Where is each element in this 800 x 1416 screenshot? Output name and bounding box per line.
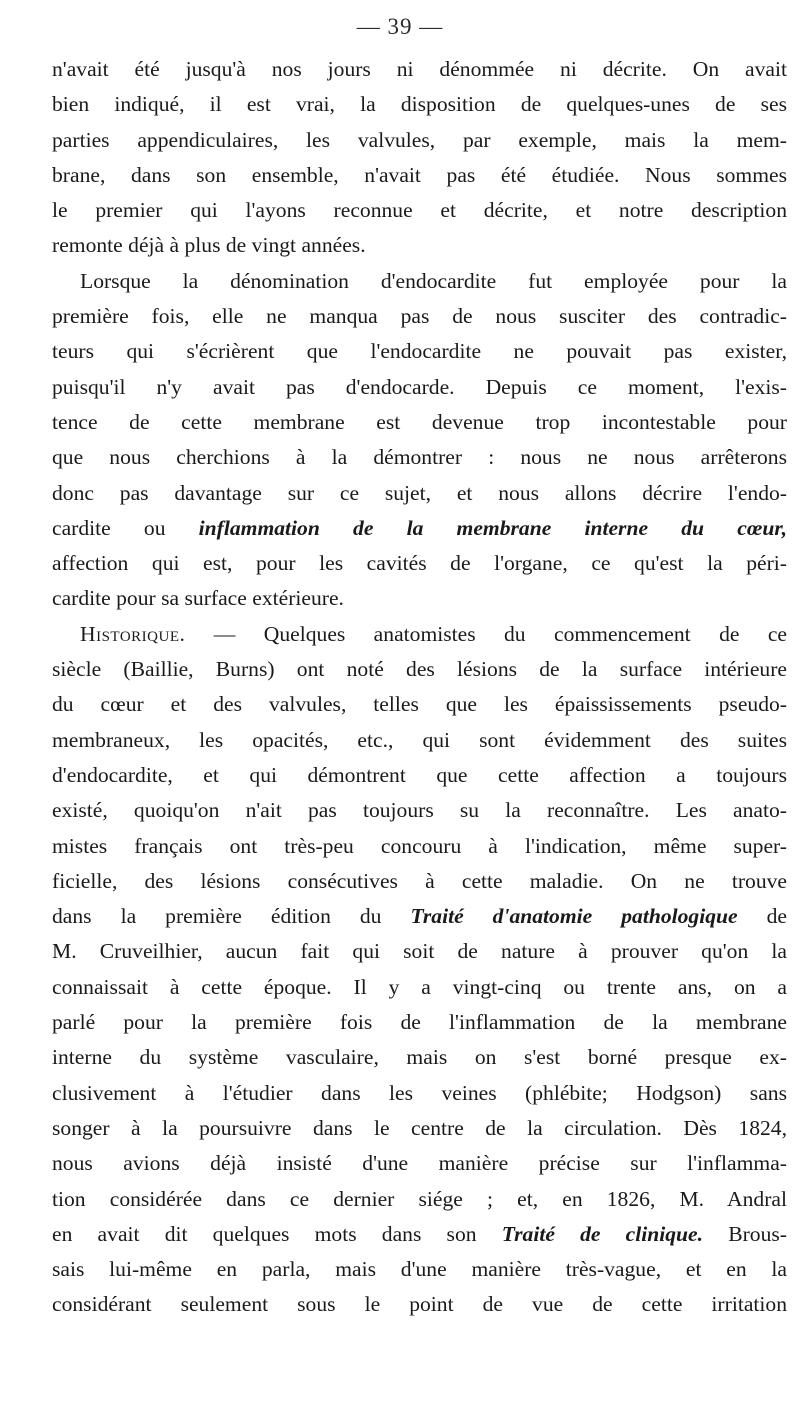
text-segment: cardite ou xyxy=(52,515,199,540)
text-line xyxy=(52,299,787,334)
text-line xyxy=(52,264,787,299)
text-segment: existé, quoiqu'on n'ait pas toujours su la reconnaître. Les anato- xyxy=(52,798,787,823)
text-line xyxy=(52,370,787,405)
text-segment: parties appendiculaires, les valvules, par exemple, mais la mem- xyxy=(52,127,787,152)
text-segment: songer à la poursuivre dans le centre de la circulation. Dès 1824, xyxy=(52,1115,787,1140)
text-segment: puisqu'il n'y avait pas d'endocarde. Depuis ce moment, l'exis- xyxy=(52,374,787,399)
text-line xyxy=(52,511,787,546)
text-line xyxy=(52,476,787,511)
text-line xyxy=(52,87,787,122)
text-segment: tion considérée dans ce dernier siége ; et, en 1826, M. Andral xyxy=(52,1186,787,1211)
text-line xyxy=(52,617,787,652)
text-segment: brane, dans son ensemble, n'avait pas été étudiée. Nous sommes xyxy=(52,162,787,187)
text-line xyxy=(52,934,787,969)
text-segment: cardite pour sa surface extérieure. xyxy=(52,586,344,611)
text-segment: le premier qui l'ayons reconnue et décrite, et notre description xyxy=(52,198,787,223)
text-segment: Brous- xyxy=(703,1221,787,1246)
text-line xyxy=(52,1287,787,1322)
text-segment: ficielle, des lésions consécutives à cette maladie. On ne trouve xyxy=(52,868,787,893)
text-line xyxy=(52,334,787,369)
text-segment: bien indiqué, il est vrai, la disposition de quelques-unes de ses xyxy=(52,92,787,117)
text-segment: d'endocardite, et qui démontrent que cette affection a toujours xyxy=(52,762,787,787)
text-segment: connaissait à cette époque. Il y a vingt-cinq ou trente ans, on a xyxy=(52,974,787,999)
text-segment: en avait dit quelques mots dans son xyxy=(52,1221,502,1246)
text-line xyxy=(52,1005,787,1040)
text-line xyxy=(52,158,787,193)
text-segment: considérant seulement sous le point de vue de cette irritation xyxy=(52,1292,787,1317)
text-line xyxy=(52,1040,787,1075)
text-line xyxy=(52,228,787,263)
section-heading: Historique. xyxy=(80,621,186,646)
text-segment: interne du système vasculaire, mais on s'est borné presque ex- xyxy=(52,1045,787,1070)
italic-text: Traité d'anatomie pathologique xyxy=(410,904,738,929)
text-segment: M. Cruveilhier, aucun fait qui soit de nature à prouver qu'on la xyxy=(52,939,787,964)
text-line xyxy=(52,899,787,934)
text-line xyxy=(52,581,787,616)
text-segment: dans la première édition du xyxy=(52,904,411,929)
text-segment: teurs qui s'écrièrent que l'endocardite ne pouvait pas exister, xyxy=(52,339,787,364)
text-line xyxy=(52,1146,787,1181)
text-line xyxy=(52,123,787,158)
text-line xyxy=(52,1252,787,1287)
text-line xyxy=(52,758,787,793)
text-line xyxy=(52,793,787,828)
text-segment: de xyxy=(737,904,788,929)
text-line xyxy=(52,864,787,899)
text-segment: n'avait été jusqu'à nos jours ni dénommée ni décrite. On avait xyxy=(52,57,787,81)
text-segment: parlé pour la première fois de l'inflammation de la membrane xyxy=(52,1010,787,1035)
text-segment: sais lui-même en parla, mais d'une manière très-vague, et en la xyxy=(52,1257,787,1282)
text-segment: Lorsque la dénomination d'endocardite fut employée pour la xyxy=(80,268,787,293)
italic-text: Traité de clinique. xyxy=(501,1221,704,1246)
text-line xyxy=(52,193,787,228)
text-segment: — Quelques anatomistes du commencement de ce xyxy=(185,621,787,646)
text-segment: que nous cherchions à la démontrer : nous ne nous arrêterons xyxy=(52,445,787,470)
text-segment: clusivement à l'étudier dans les veines (phlébite; Hodgson) sans xyxy=(52,1080,787,1105)
text-line xyxy=(52,652,787,687)
text-line xyxy=(52,440,787,475)
text-line xyxy=(52,829,787,864)
text-segment: membraneux, les opacités, etc., qui sont évidemment des suites xyxy=(52,727,787,752)
text-segment: tence de cette membrane est devenue trop incontestable pour xyxy=(52,409,787,434)
text-line xyxy=(52,52,787,87)
body-text xyxy=(52,52,787,1323)
text-line xyxy=(52,687,787,722)
text-segment: remonte déjà à plus de vingt années. xyxy=(52,233,366,258)
page-number: — 39 — xyxy=(356,14,444,39)
text-segment: nous avions déjà insisté d'une manière précise sur l'inflamma- xyxy=(52,1151,787,1176)
text-segment: première fois, elle ne manqua pas de nous susciter des contradic- xyxy=(52,304,787,329)
text-line xyxy=(52,1111,787,1146)
text-line xyxy=(52,546,787,581)
text-line xyxy=(52,723,787,758)
italic-text: inflammation de la membrane interne du cœur, xyxy=(198,515,787,540)
text-line xyxy=(52,1182,787,1217)
text-segment: donc pas davantage sur ce sujet, et nous allons décrire l'endo- xyxy=(52,480,787,505)
text-line xyxy=(52,1217,787,1252)
text-segment: mistes français ont très-peu concouru à l'indication, même super- xyxy=(52,833,787,858)
text-line xyxy=(52,405,787,440)
text-line xyxy=(52,1076,787,1111)
text-segment: siècle (Baillie, Burns) ont noté des lésions de la surface intérieure xyxy=(52,657,787,682)
text-segment: du cœur et des valvules, telles que les épaississements pseudo- xyxy=(52,692,787,717)
text-line xyxy=(52,970,787,1005)
text-segment: affection qui est, pour les cavités de l'organe, ce qu'est la péri- xyxy=(52,551,787,576)
